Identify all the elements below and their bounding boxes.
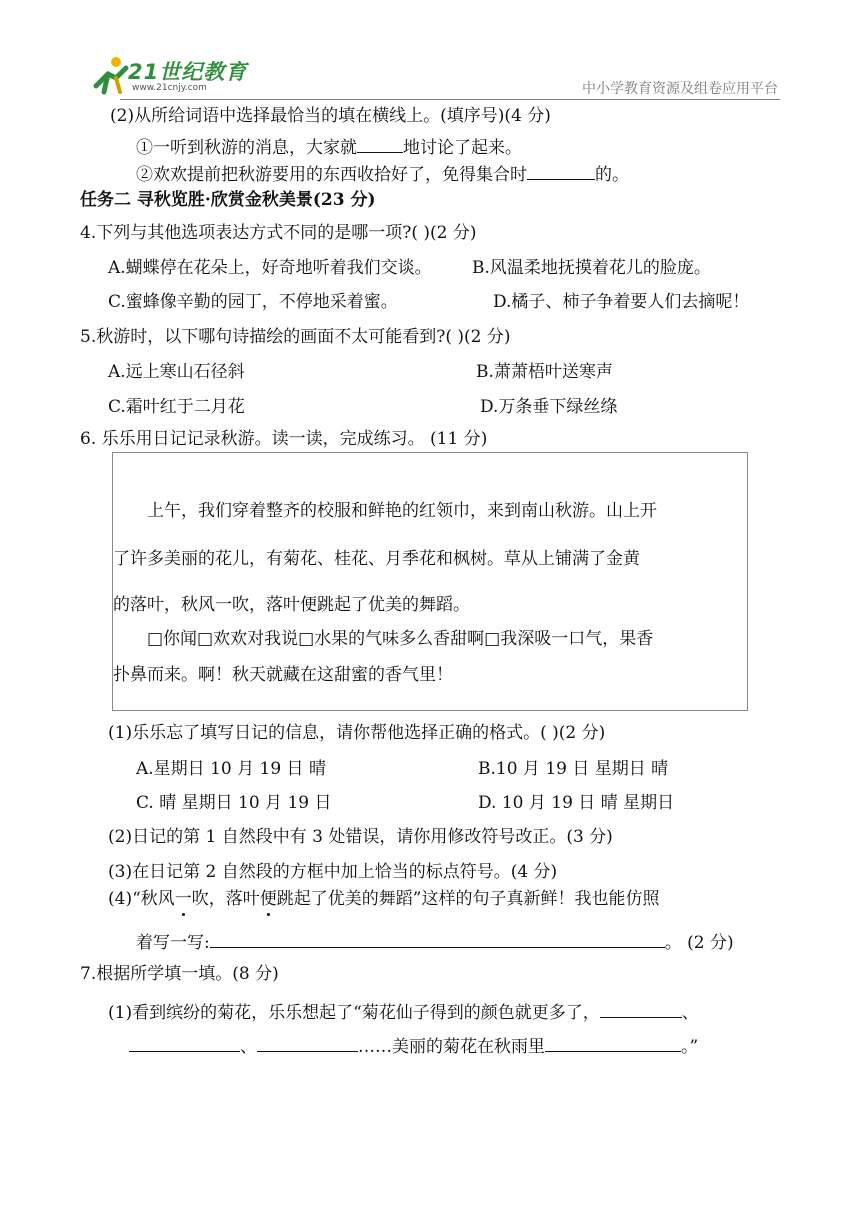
q3-s2-text-b: 的。 [595, 165, 629, 185]
page-header [0, 0, 860, 105]
q6-part2-prompt: (2)日记的第 1 自然段中有 3 处错误，请你用修改符号改正。(3 分) [108, 827, 613, 847]
q6-p4-text-b: 吹，落叶 [191, 889, 260, 909]
q6-part1-prompt: (1)乐乐忘了填写日记的信息，请你帮他选择正确的格式。( )(2 分) [108, 723, 606, 743]
q6-part4-prompt [108, 887, 659, 911]
platform-title: 中小学教育资源及组卷应用平台 [582, 81, 778, 97]
q3-s2-blank[interactable] [527, 161, 595, 180]
header-divider [120, 99, 780, 100]
q7-p1-text-c: ……美丽的菊花在秋雨里 [358, 1037, 545, 1057]
q7-p1-blank-3[interactable] [257, 1033, 358, 1052]
logo-text: 21世纪教育 [128, 60, 248, 84]
q6-p1-option-b[interactable]: B.10 月 19 日 星期日 晴 [478, 759, 669, 779]
task2-title: 任务二 寻秋览胜·欣赏金秋美景(23 分) [80, 190, 376, 210]
q3-s1-text-a: ①一听到秋游的消息，大家就 [136, 138, 357, 158]
q7-p1-end: 。” [681, 1037, 699, 1057]
q5-option-b[interactable]: B.萧萧梧叶送寒声 [476, 362, 613, 382]
q3-s2-text-a: ②欢欢提前把秋游要用的东西收拾好了，免得集合时 [136, 165, 527, 185]
q6-p4-text-a: (4)“秋风 [108, 889, 175, 909]
q6-p1-option-c[interactable]: C. 晴 星期日 10 月 19 日 [136, 793, 332, 813]
q7-p1-blank-1[interactable] [600, 999, 682, 1018]
q3-sentence-1 [136, 134, 522, 160]
q5-option-d[interactable]: D.万条垂下绿丝绦 [480, 397, 618, 417]
q6-part4-answer-line [136, 929, 734, 955]
q6-stem: 6. 乐乐用日记记录秋游。读一读，完成练习。 (11 分) [80, 429, 488, 449]
q5-option-c[interactable]: C.霜叶红于二月花 [108, 397, 245, 417]
q7-stem: 7.根据所学填一填。(8 分) [80, 964, 279, 984]
diary-line-4: □你闻□欢欢对我说□水果的气味多么香甜啊□我深吸一口气，果香 [147, 629, 654, 649]
q3-s1-text-b: 地讨论了起来。 [403, 138, 522, 158]
emphasis-char-2: 便 [259, 889, 277, 909]
q6-p4-end: 。 (2 分) [664, 933, 734, 953]
q6-p4-line2-label: 着写一写: [136, 933, 210, 953]
q6-part3-prompt: (3)在日记第 2 自然段的方框中加上恰当的标点符号。(4 分) [108, 862, 558, 882]
logo-url: www.21cnjy.com [132, 83, 207, 93]
q3-sentence-2 [136, 161, 629, 187]
diary-box [112, 452, 748, 711]
q5-option-a[interactable]: A.远上寒山石径斜 [108, 362, 245, 382]
q3-part2-prompt: (2)从所给词语中选择最恰当的填在横线上。(填序号)(4 分) [110, 106, 551, 126]
q7-part1-line2 [129, 1033, 698, 1059]
diary-line-1: 上午，我们穿着整齐的校服和鲜艳的红领巾，来到南山秋游。山上开 [147, 501, 657, 521]
q4-stem: 4.下列与其他选项表达方式不同的是哪一项?( )(2 分) [80, 223, 477, 243]
q4-option-d[interactable]: D.橘子、柿子争着要人们去摘呢！ [493, 292, 750, 312]
q3-s1-blank[interactable] [357, 134, 403, 153]
q7-p1-sep: 、 [240, 1037, 257, 1057]
q4-option-a[interactable]: A.蝴蝶停在花朵上，好奇地听着我们交谈。 [108, 258, 432, 278]
diary-line-3: 的落叶，秋风一吹，落叶便跳起了优美的舞蹈。 [113, 595, 470, 615]
emphasis-char-1: 一 [174, 889, 192, 909]
q7-p1-blank-4[interactable] [545, 1033, 681, 1052]
diary-line-5: 扑鼻而来。啊！秋天就藏在这甜蜜的香气里！ [113, 665, 453, 685]
q6-p1-option-a[interactable]: A.星期日 10 月 19 日 晴 [136, 759, 326, 779]
q7-p1-text-a: (1)看到缤纷的菊花，乐乐想起了“菊花仙子得到的颜色就更多了， [108, 1003, 600, 1023]
q7-part1-line1 [108, 999, 699, 1025]
q5-stem: 5.秋游时，以下哪句诗描绘的画面不太可能看到?( )(2 分) [80, 327, 511, 347]
diary-line-2: 了许多美丽的花儿，有菊花、桂花、月季花和枫树。草从上铺满了金黄 [113, 549, 640, 569]
q7-p1-blank-2[interactable] [129, 1033, 240, 1052]
q6-p4-text-c: 跳起了优美的舞蹈”这样的句子真新鲜！我也能仿照 [276, 889, 660, 909]
q6-p1-option-d[interactable]: D. 10 月 19 日 晴 星期日 [478, 793, 675, 813]
q4-option-c[interactable]: C.蜜蜂像辛勤的园丁，不停地采着蜜。 [108, 292, 398, 312]
q4-option-b[interactable]: B.风温柔地抚摸着花儿的脸庞。 [472, 258, 711, 278]
q7-p1-comma: 、 [681, 1003, 699, 1023]
q6-p4-answer-blank[interactable] [210, 929, 665, 948]
